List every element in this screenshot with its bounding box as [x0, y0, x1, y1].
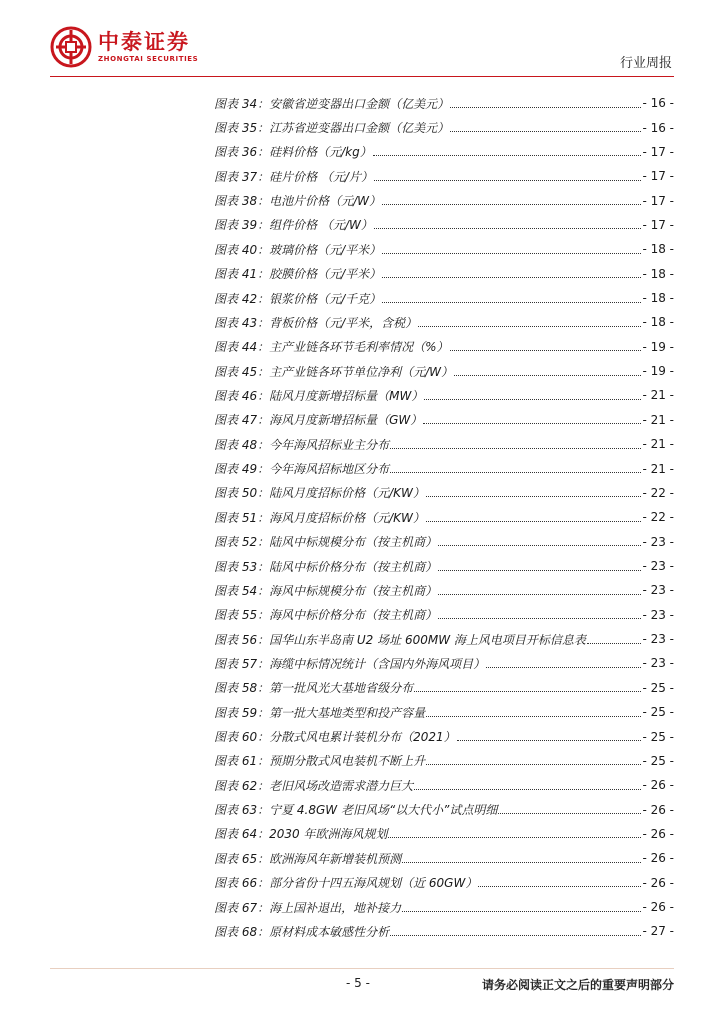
- toc-entry-label: 图表 42：银浆价格（元/千克）: [214, 291, 382, 306]
- toc-dot-leader: [414, 777, 641, 790]
- footer-divider: [50, 968, 674, 969]
- toc-entry-page: - 16 -: [642, 120, 674, 135]
- toc-entry-label: 图表 36：硅料价格（元/kg）: [214, 145, 372, 160]
- toc-entry[interactable]: [214, 627, 674, 651]
- toc-entry[interactable]: [214, 140, 674, 164]
- toc-entry-page: - 26 -: [642, 826, 674, 841]
- toc-entry[interactable]: [214, 871, 674, 895]
- toc-entry[interactable]: [214, 310, 674, 334]
- zhongtai-logo-icon: [50, 26, 92, 68]
- toc-dot-leader: [374, 168, 641, 181]
- toc-entry-label: 图表 53：陆风中标价格分布（按主机商）: [214, 559, 438, 574]
- toc-entry[interactable]: [214, 164, 674, 188]
- toc-entry[interactable]: [214, 286, 674, 310]
- toc-entry-label: 图表 46：陆风月度新增招标量（MW）: [214, 388, 424, 403]
- toc-dot-leader: [486, 655, 641, 668]
- toc-entry[interactable]: [214, 115, 674, 139]
- toc-entry-page: - 26 -: [642, 802, 674, 817]
- toc-entry-page: - 22 -: [642, 485, 674, 500]
- toc-entry-label: 图表 65：欧洲海风年新增装机预测: [214, 851, 402, 866]
- toc-dot-leader: [454, 363, 641, 376]
- toc-entry-page: - 18 -: [642, 242, 674, 257]
- toc-entry-label: 图表 35：江苏省逆变器出口金额（亿美元）: [214, 121, 450, 136]
- toc-entry[interactable]: [214, 432, 674, 456]
- toc-entry-page: - 27 -: [642, 924, 674, 939]
- table-of-figures: [214, 91, 674, 944]
- toc-dot-leader: [424, 387, 641, 400]
- toc-entry-page: - 21 -: [642, 412, 674, 427]
- toc-entry-label: 图表 62：老旧风场改造需求潜力巨大: [214, 778, 414, 793]
- toc-entry-label: 图表 41：胶膜价格（元/平米）: [214, 267, 382, 282]
- toc-dot-leader: [390, 923, 641, 936]
- toc-entry-label: 图表 55：海风中标价格分布（按主机商）: [214, 608, 438, 623]
- toc-entry-page: - 26 -: [642, 778, 674, 793]
- toc-dot-leader: [498, 801, 641, 814]
- toc-entry[interactable]: [214, 603, 674, 627]
- toc-dot-leader: [388, 825, 641, 838]
- toc-entry-page: - 21 -: [642, 388, 674, 403]
- toc-entry[interactable]: [214, 188, 674, 212]
- toc-entry-page: - 18 -: [642, 291, 674, 306]
- toc-entry[interactable]: [214, 846, 674, 870]
- toc-entry[interactable]: [214, 237, 674, 261]
- toc-dot-leader: [438, 533, 641, 546]
- toc-dot-leader: [478, 874, 641, 887]
- toc-entry-label: 图表 56：国华山东半岛南 U2 场址 600MW 海上风电项目开标信息表: [214, 632, 586, 647]
- toc-entry[interactable]: [214, 408, 674, 432]
- logo-english-name: ZHONGTAI SECURITIES: [98, 55, 199, 63]
- toc-dot-leader: [402, 850, 641, 863]
- toc-dot-leader: [426, 484, 642, 497]
- toc-dot-leader: [457, 728, 642, 741]
- toc-entry-label: 图表 54：海风中标规模分布（按主机商）: [214, 583, 438, 598]
- toc-entry-page: - 18 -: [642, 315, 674, 330]
- toc-entry-label: 图表 49：今年海风招标地区分布: [214, 462, 390, 477]
- toc-entry[interactable]: [214, 919, 674, 943]
- toc-entry-page: - 25 -: [642, 729, 674, 744]
- toc-entry[interactable]: [214, 213, 674, 237]
- toc-dot-leader: [426, 509, 642, 522]
- toc-entry[interactable]: [214, 676, 674, 700]
- toc-entry-label: 图表 34：安徽省逆变器出口金额（亿美元）: [214, 96, 450, 111]
- toc-entry[interactable]: [214, 481, 674, 505]
- toc-dot-leader: [373, 143, 642, 156]
- toc-entry-label: 图表 37：硅片价格 （元/片）: [214, 169, 373, 184]
- toc-entry[interactable]: [214, 749, 674, 773]
- toc-entry[interactable]: [214, 505, 674, 529]
- toc-dot-leader: [418, 314, 641, 327]
- toc-dot-leader: [438, 582, 641, 595]
- toc-entry-label: 图表 45：主产业链各环节单位净利（元/W）: [214, 364, 453, 379]
- toc-entry-page: - 26 -: [642, 875, 674, 890]
- toc-entry-label: 图表 67：海上国补退出，地补接力: [214, 900, 402, 915]
- toc-entry-page: - 23 -: [642, 559, 674, 573]
- toc-dot-leader: [438, 606, 641, 619]
- toc-entry-page: - 18 -: [642, 266, 674, 281]
- toc-entry-page: - 16 -: [642, 96, 674, 111]
- toc-dot-leader: [382, 241, 641, 254]
- toc-entry-page: - 23 -: [642, 534, 674, 549]
- toc-entry[interactable]: [214, 91, 674, 115]
- toc-entry-label: 图表 66：部分省份十四五海风规划（近 60GW）: [214, 876, 478, 891]
- toc-entry-page: - 23 -: [642, 607, 674, 622]
- toc-entry-page: - 17 -: [642, 169, 674, 184]
- toc-entry-page: - 21 -: [642, 437, 674, 452]
- toc-entry-label: 图表 58：第一批风光大基地省级分布: [214, 681, 414, 696]
- toc-dot-leader: [402, 899, 641, 912]
- toc-entry-label: 图表 57：海缆中标情况统计（含国内外海风项目）: [214, 656, 486, 671]
- toc-entry[interactable]: [214, 578, 674, 602]
- toc-entry[interactable]: [214, 456, 674, 480]
- toc-entry[interactable]: [214, 651, 674, 675]
- toc-dot-leader: [414, 679, 641, 692]
- toc-dot-leader: [587, 631, 642, 644]
- toc-entry-label: 图表 63：宁夏 4.8GW 老旧风场“以大代小”试点明细: [214, 803, 498, 818]
- toc-entry-label: 图表 61：预期分散式风电装机不断上升: [214, 754, 426, 769]
- toc-entry[interactable]: [214, 895, 674, 919]
- toc-entry-page: - 17 -: [642, 217, 674, 232]
- toc-dot-leader: [382, 290, 641, 303]
- toc-entry-label: 图表 51：海风月度招标价格（元/KW）: [214, 510, 425, 525]
- toc-entry-label: 图表 47：海风月度新增招标量（GW）: [214, 413, 423, 428]
- toc-dot-leader: [438, 558, 641, 571]
- toc-entry-page: - 25 -: [642, 705, 674, 720]
- toc-dot-leader: [423, 411, 641, 424]
- toc-entry-page: - 19 -: [642, 339, 674, 354]
- toc-dot-leader: [426, 752, 641, 765]
- toc-entry-label: 图表 68：原材料成本敏感性分析: [214, 924, 390, 939]
- toc-dot-leader: [450, 95, 641, 108]
- toc-dot-leader: [426, 704, 641, 717]
- report-type-label: 行业周报: [619, 56, 672, 71]
- toc-entry-page: - 25 -: [642, 680, 674, 695]
- toc-entry[interactable]: [214, 262, 674, 286]
- toc-entry-label: 图表 39：组件价格 （元/W）: [214, 218, 373, 233]
- toc-dot-leader: [390, 436, 641, 449]
- toc-entry-page: - 17 -: [642, 193, 674, 208]
- toc-entry-page: - 23 -: [642, 632, 674, 647]
- toc-entry-label: 图表 59：第一批大基地类型和投产容量: [214, 705, 426, 720]
- toc-entry-label: 图表 44：主产业链各环节毛利率情况（%）: [214, 340, 449, 355]
- toc-dot-leader: [382, 192, 641, 205]
- header-divider: [50, 76, 674, 77]
- toc-entry-page: - 23 -: [642, 656, 674, 671]
- toc-dot-leader: [450, 338, 642, 351]
- toc-dot-leader: [382, 265, 641, 278]
- page-number: - 5 -: [346, 976, 370, 990]
- toc-entry-page: - 19 -: [642, 364, 674, 379]
- toc-entry-label: 图表 60：分散式风电累计装机分布（2021）: [214, 730, 456, 745]
- toc-entry[interactable]: [214, 797, 674, 821]
- toc-entry-label: 图表 52：陆风中标规模分布（按主机商）: [214, 535, 438, 550]
- toc-entry-page: - 21 -: [642, 461, 674, 476]
- footer-disclaimer: 请务必阅读正文之后的重要声明部分: [481, 978, 674, 992]
- toc-entry-label: 图表 50：陆风月度招标价格（元/KW）: [214, 486, 425, 501]
- toc-entry[interactable]: [214, 724, 674, 748]
- toc-entry-page: - 26 -: [642, 851, 674, 866]
- toc-entry[interactable]: [214, 335, 674, 359]
- toc-entry[interactable]: [214, 822, 674, 846]
- toc-entry-page: - 17 -: [642, 144, 674, 159]
- toc-entry-label: 图表 48：今年海风招标业主分布: [214, 437, 390, 452]
- toc-entry[interactable]: [214, 383, 674, 407]
- toc-entry-label: 图表 38：电池片价格（元/W）: [214, 194, 381, 209]
- toc-entry-label: 图表 40：玻璃价格（元/平米）: [214, 242, 382, 257]
- toc-entry-label: 图表 43：背板价格（元/平米，含税）: [214, 315, 418, 330]
- toc-entry-label: 图表 64：2030 年欧洲海风规划: [214, 827, 388, 842]
- toc-dot-leader: [390, 460, 641, 473]
- toc-dot-leader: [450, 119, 641, 132]
- toc-entry[interactable]: [214, 359, 674, 383]
- toc-dot-leader: [374, 216, 642, 229]
- toc-entry-page: - 26 -: [642, 900, 674, 915]
- toc-entry-page: - 25 -: [642, 753, 674, 768]
- toc-entry[interactable]: [214, 529, 674, 553]
- toc-entry[interactable]: [214, 554, 674, 578]
- toc-entry[interactable]: [214, 773, 674, 797]
- toc-entry-page: - 23 -: [642, 583, 674, 598]
- toc-entry-page: - 22 -: [642, 510, 674, 525]
- logo-chinese-name: 中泰证券: [98, 30, 190, 54]
- company-logo: [50, 26, 198, 68]
- toc-entry[interactable]: [214, 700, 674, 724]
